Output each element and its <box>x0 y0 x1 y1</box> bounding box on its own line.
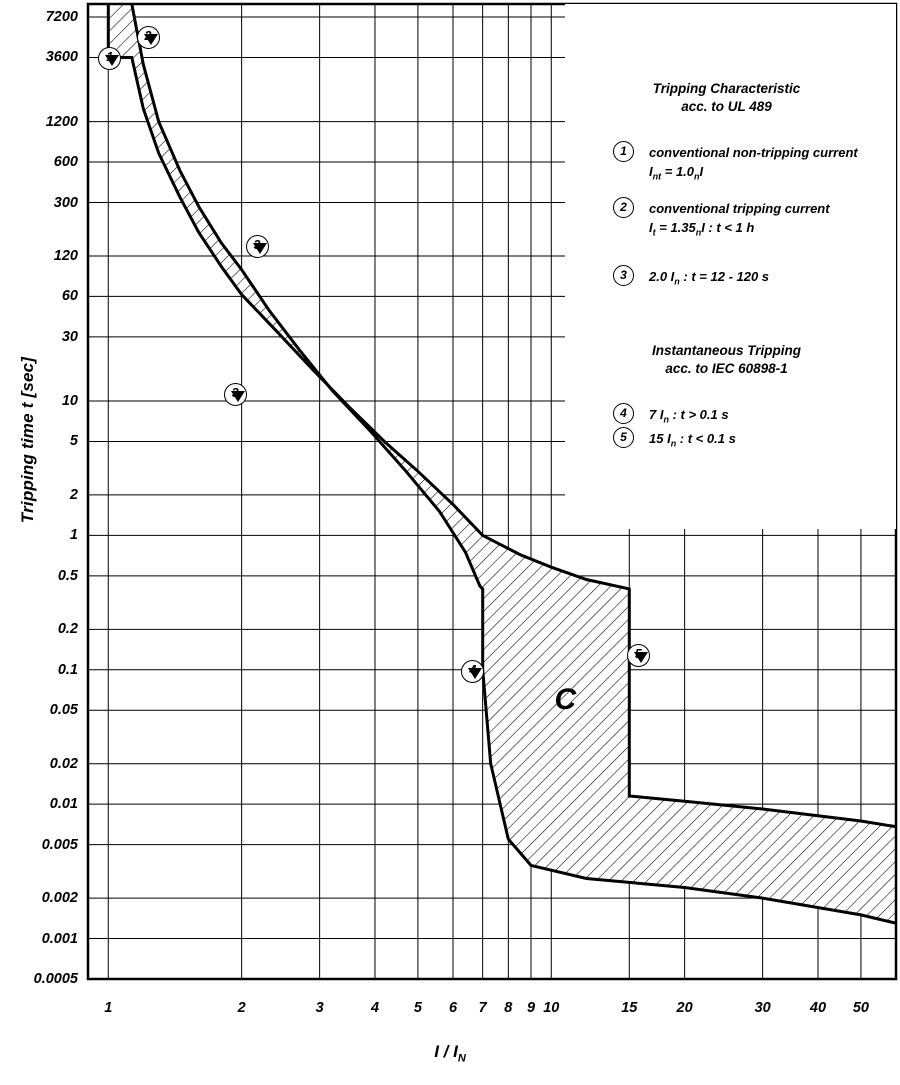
y-tick-label: 0.01 <box>49 796 78 813</box>
marker-3a: 3 <box>246 235 269 258</box>
legend-subtitle: Instantaneous Tripping acc. to IEC 60898-1 <box>651 343 801 377</box>
x-tick-label: 20 <box>676 1000 693 1016</box>
legend-item-4: 7 $I_n$ : t > 0.1 s <box>649 407 729 425</box>
y-axis-title: Tripping time t [sec] <box>18 356 37 524</box>
x-tick-label: 5 <box>413 1000 422 1016</box>
y-tick-label: 1 <box>69 527 78 544</box>
x-axis-title: I / $I_N$ <box>434 1042 466 1065</box>
y-tick-label: 300 <box>53 194 78 211</box>
x-tick-label: 7 <box>478 1000 487 1016</box>
y-tick-label: 600 <box>53 154 78 171</box>
x-tick-label: 30 <box>754 1000 771 1016</box>
marker-2: 2 <box>137 26 160 49</box>
x-tick-label: 6 <box>448 1000 458 1016</box>
y-tick-label: 60 <box>61 288 78 305</box>
x-tick-label: 8 <box>504 1000 513 1016</box>
y-tick-label: 0.5 <box>57 567 78 584</box>
legend-num-2: 2 <box>613 197 634 218</box>
marker-pointer-5 <box>634 652 648 663</box>
x-tick-label: 1 <box>104 1000 113 1016</box>
x-tick-label: 3 <box>315 1000 324 1016</box>
y-tick-label: 0.005 <box>41 836 78 853</box>
marker-4: 4 <box>461 660 484 683</box>
x-tick-label: 2 <box>237 1000 246 1016</box>
legend-num-4: 4 <box>613 403 634 424</box>
marker-1: 1 <box>98 47 121 70</box>
x-tick-label: 4 <box>370 1000 380 1016</box>
legend-title: Tripping Characteristic acc. to UL 489 <box>652 81 801 115</box>
y-tick-label: 2 <box>69 486 78 503</box>
marker-3b: 3 <box>224 383 247 406</box>
y-tick-label: 0.0005 <box>33 971 78 987</box>
marker-pointer-4 <box>468 668 482 679</box>
marker-5: 5 <box>627 644 650 667</box>
x-tick-label: 9 <box>526 1000 536 1016</box>
x-tick-label: 15 <box>621 1000 638 1016</box>
marker-pointer-1 <box>105 55 119 66</box>
legend-box <box>565 4 896 529</box>
legend-num-5: 5 <box>613 427 634 448</box>
y-tick-label: 10 <box>61 393 78 409</box>
legend-item-3: 2.0 $I_n$ : t = 12 - 120 s <box>649 269 770 287</box>
marker-pointer-3b <box>231 391 245 402</box>
y-tick-label: 0.05 <box>49 702 78 719</box>
y-tick-label: 5 <box>69 433 78 450</box>
y-tick-label: 0.1 <box>57 661 78 678</box>
marker-pointer-2 <box>144 34 158 45</box>
band-letter-c: C <box>554 682 577 716</box>
legend-item-1: conventional non-tripping current $I_{nt} = 1.0_nI$ <box>649 145 858 182</box>
x-tick-label: 10 <box>543 1000 560 1016</box>
y-tick-label: 0.002 <box>41 890 78 907</box>
x-tick-label: 40 <box>809 1000 827 1016</box>
y-tick-label: 3600 <box>45 49 78 66</box>
legend-item-2: conventional tripping current $I_t = 1.35_nI$ : t < 1 h <box>649 201 830 238</box>
legend-num-3: 3 <box>613 265 634 286</box>
y-tick-label: 0.02 <box>49 755 78 772</box>
marker-pointer-3a <box>253 243 267 254</box>
legend-item-5: 15 $I_n$ : t < 0.1 s <box>649 431 736 449</box>
y-tick-label: 0.2 <box>57 621 78 638</box>
y-tick-label: 0.001 <box>41 930 78 947</box>
y-tick-label: 1200 <box>45 113 78 130</box>
x-tick-label: 50 <box>852 1000 869 1016</box>
y-tick-label: 30 <box>61 328 78 345</box>
y-tick-label: 7200 <box>45 9 78 26</box>
legend-num-1: 1 <box>613 141 634 162</box>
y-tick-label: 120 <box>53 247 78 264</box>
